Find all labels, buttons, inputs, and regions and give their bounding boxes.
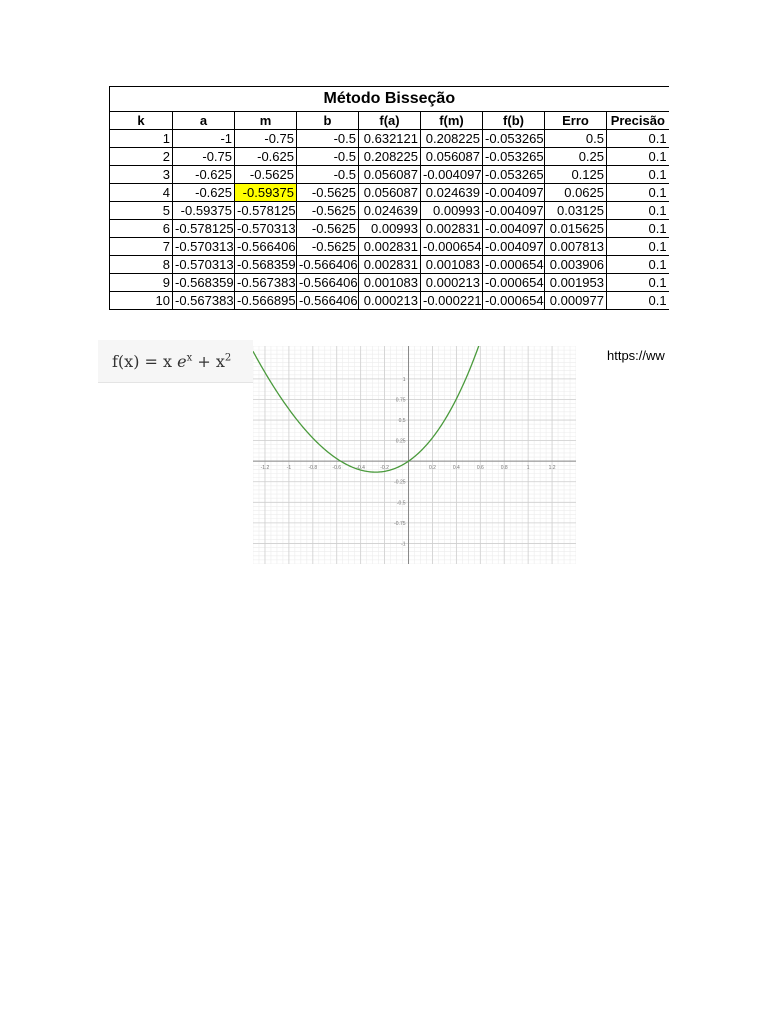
table-cell: 0.056087	[421, 148, 483, 166]
table-cell: 0.5	[545, 130, 607, 148]
table-cell: 0.024639	[359, 202, 421, 220]
col-header: f(a)	[359, 112, 421, 130]
table-cell: -0.570313	[235, 220, 297, 238]
table-cell: -0.625	[173, 166, 235, 184]
y-tick-label: 0.25	[395, 438, 406, 445]
table-cell: 0.1	[607, 148, 669, 166]
table-cell: -1	[173, 130, 235, 148]
formula-exp: x	[186, 352, 193, 364]
table-cell: 0.002831	[359, 238, 421, 256]
table-cell: -0.566406	[235, 238, 297, 256]
table-cell: 0.632121	[359, 130, 421, 148]
table-cell: -0.053265	[483, 148, 545, 166]
table-cell: -0.000654	[483, 256, 545, 274]
formula-term2-exp: 2	[224, 352, 232, 364]
table-row	[110, 184, 669, 202]
table-cell: -0.625	[173, 184, 235, 202]
table-cell: -0.000654	[483, 292, 545, 310]
x-tick-label: 1	[526, 465, 530, 472]
table-cell: -0.567383	[173, 292, 235, 310]
table-cell: -0.625	[235, 148, 297, 166]
table-cell: -0.5625	[235, 166, 297, 184]
table-cell: 4	[110, 184, 173, 202]
table-cell: -0.053265	[483, 130, 545, 148]
table-cell: -0.000221	[421, 292, 483, 310]
table-cell: 0.00993	[359, 220, 421, 238]
table-cell: -0.5	[297, 148, 359, 166]
bisection-table	[109, 86, 669, 310]
table-cell: 10	[110, 292, 173, 310]
x-tick-label: -0.6	[332, 465, 342, 472]
table-cell: -0.570313	[173, 238, 235, 256]
table-cell: 0.1	[607, 166, 669, 184]
table-cell: 0.1	[607, 202, 669, 220]
table-cell: -0.566406	[297, 256, 359, 274]
table-row	[110, 130, 669, 148]
table-cell: -0.566406	[297, 292, 359, 310]
y-tick-label: -0.5	[396, 500, 406, 507]
table-cell: 0.024639	[421, 184, 483, 202]
table-cell: 0.1	[607, 184, 669, 202]
table-cell: 0.002831	[359, 256, 421, 274]
table-cell: 0.1	[607, 292, 669, 310]
x-tick-label: -0.2	[380, 465, 389, 472]
formula-text	[112, 352, 231, 371]
table-cell: 8	[110, 256, 173, 274]
table-cell: 0.015625	[545, 220, 607, 238]
x-tick-label: 0.4	[452, 465, 460, 472]
table-cell: 0.002831	[421, 220, 483, 238]
table-cell: 5	[110, 202, 173, 220]
table-cell: 0.208225	[421, 130, 483, 148]
x-tick-label: -0.8	[308, 465, 318, 472]
table-cell: -0.5	[297, 166, 359, 184]
table-cell: -0.578125	[173, 220, 235, 238]
y-tick-label: -1	[401, 541, 406, 548]
table-cell: -0.5	[297, 130, 359, 148]
table-cell: -0.004097	[483, 238, 545, 256]
table-cell: 0.000213	[421, 274, 483, 292]
table-cell: -0.59375	[173, 202, 235, 220]
col-header: f(m)	[421, 112, 483, 130]
table-cell: -0.567383	[235, 274, 297, 292]
table-cell: -0.5625	[297, 202, 359, 220]
table-cell: 0.056087	[359, 166, 421, 184]
table-cell: 0.125	[545, 166, 607, 184]
formula-plus: +	[197, 352, 211, 371]
x-tick-label: 0.6	[476, 465, 484, 472]
table-cell: 0.0625	[545, 184, 607, 202]
formula-term2-base: x	[215, 352, 225, 371]
table-cell: -0.004097	[483, 184, 545, 202]
table-cell: -0.568359	[173, 274, 235, 292]
table-cell: 7	[110, 238, 173, 256]
table-row	[110, 238, 669, 256]
col-header: f(b)	[483, 112, 545, 130]
col-header: Erro	[545, 112, 607, 130]
y-tick-label: 1	[402, 376, 406, 383]
table-cell: 0.25	[545, 148, 607, 166]
table-cell: 0.00993	[421, 202, 483, 220]
table-row	[110, 220, 669, 238]
col-header: k	[110, 112, 173, 130]
table-cell: 0.1	[607, 130, 669, 148]
x-tick-label: 0.8	[500, 465, 508, 472]
formula-lhs: f(x)	[112, 352, 140, 371]
table-row	[110, 166, 669, 184]
table-cell: 0.1	[607, 256, 669, 274]
table-cell: -0.000654	[421, 238, 483, 256]
table-cell: 0.003906	[545, 256, 607, 274]
formula-eq: =	[144, 352, 158, 371]
col-header: b	[297, 112, 359, 130]
table-cell: 0.1	[607, 220, 669, 238]
function-graph	[253, 346, 576, 564]
table-cell: 0.000977	[545, 292, 607, 310]
table-row	[110, 256, 669, 274]
y-tick-label: -0.75	[394, 520, 406, 527]
table-row	[110, 148, 669, 166]
x-tick-label: 0.2	[428, 465, 436, 472]
header-row	[110, 112, 669, 130]
table-row	[110, 202, 669, 220]
table-cell: 6	[110, 220, 173, 238]
y-tick-label: 0.5	[398, 418, 406, 425]
table-row	[110, 292, 669, 310]
table-cell: 2	[110, 148, 173, 166]
y-tick-label: -0.25	[394, 479, 406, 486]
x-tick-label: -1.2	[260, 465, 270, 472]
table-cell: 0.208225	[359, 148, 421, 166]
table-cell: 3	[110, 166, 173, 184]
table-cell: -0.053265	[483, 166, 545, 184]
url-text: https://ww	[607, 348, 665, 363]
table-cell: -0.5625	[297, 220, 359, 238]
table-cell: -0.5625	[297, 184, 359, 202]
formula-exp-base: e	[177, 352, 187, 371]
table-cell: -0.004097	[421, 166, 483, 184]
table-cell: -0.566895	[235, 292, 297, 310]
title-row	[110, 87, 669, 112]
table-cell: 0.000213	[359, 292, 421, 310]
formula-image	[98, 340, 253, 383]
table-cell: 0.03125	[545, 202, 607, 220]
formula-term1-base: x	[163, 352, 173, 371]
table-row	[110, 274, 669, 292]
table-cell: 0.056087	[359, 184, 421, 202]
table-cell: 0.001953	[545, 274, 607, 292]
table-cell: 0.001083	[421, 256, 483, 274]
table-cell: -0.004097	[483, 220, 545, 238]
table-cell: 0.1	[607, 238, 669, 256]
table-cell: 0.1	[607, 274, 669, 292]
col-header: m	[235, 112, 297, 130]
table-cell: -0.75	[235, 130, 297, 148]
table-cell: -0.004097	[483, 202, 545, 220]
x-tick-label: -1	[286, 465, 292, 472]
table-cell: -0.000654	[483, 274, 545, 292]
col-header: a	[173, 112, 235, 130]
x-tick-label: 1.2	[548, 465, 556, 472]
table-cell: 0.007813	[545, 238, 607, 256]
table-cell: 1	[110, 130, 173, 148]
table-cell: -0.578125	[235, 202, 297, 220]
x-tick-label: -0.4	[356, 465, 365, 472]
y-tick-label: 0.75	[395, 397, 406, 404]
table-cell: -0.75	[173, 148, 235, 166]
table-cell: -0.5625	[297, 238, 359, 256]
table-cell: 9	[110, 274, 173, 292]
table-cell: -0.59375	[235, 184, 297, 202]
table-cell: 0.001083	[359, 274, 421, 292]
table-cell: -0.568359	[235, 256, 297, 274]
table-cell: -0.570313	[173, 256, 235, 274]
col-header: Precisão	[607, 112, 669, 130]
table-cell: -0.566406	[297, 274, 359, 292]
sheet-title: Método Bisseção	[110, 87, 669, 112]
